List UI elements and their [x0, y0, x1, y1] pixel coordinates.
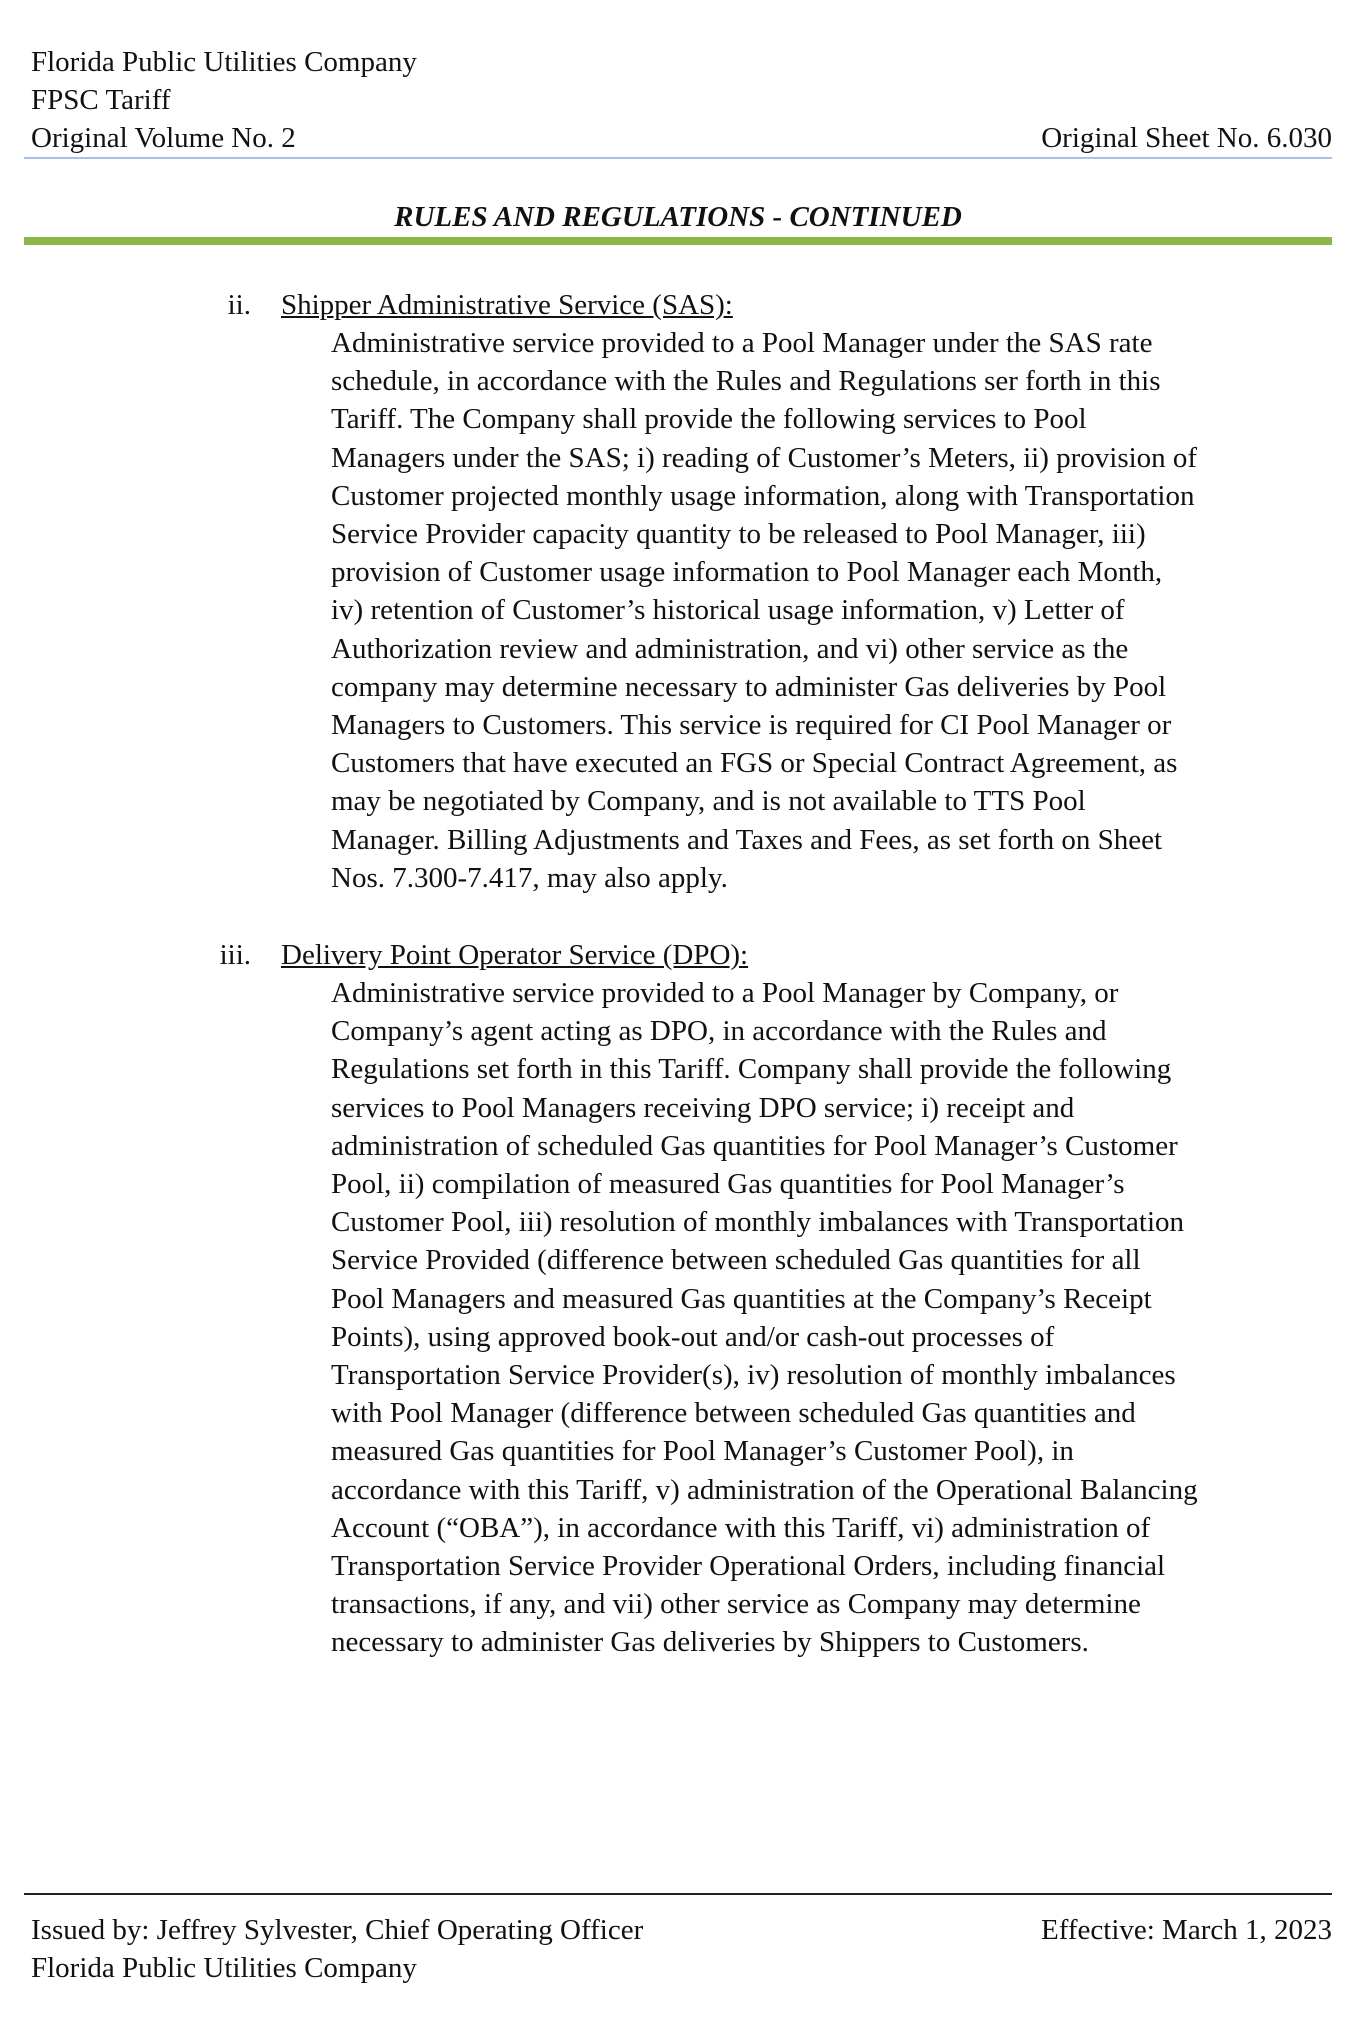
item-body-sas: Administrative service provided to a Pool Manager under the SAS rate schedule, in accordance with the Rules and Regulations ser forth in this Tariff. The Company shall provide the following services to Pool Managers under the SAS; i) reading of Customer’s Meters, ii) provision of Customer projected monthly usage information, along with Transportation Service Provider capacity quantity to be released to Pool Manager, iii) provision of Customer usage information to Pool Manager each Month, iv) retention of Customer’s historical usage information, v) Letter of Authorization review and administration, and vi) other service as the company may determine necessary to administer Gas deliveries by Pool Managers to Customers. This service is required for CI Pool Manager or Customers that have executed an FGS or Special Contract Agreement, as may be negotiated by Company, and is not available to TTS Pool Manager. Billing Adjustments and Taxes and Fees, as set forth on Sheet Nos. 7.300-7.417, may also apply.	[331, 327, 1198, 894]
header-divider	[24, 157, 1332, 159]
footer-issued-by: Issued by: Jeffrey Sylvester, Chief Operating Officer	[31, 1914, 644, 1946]
header-tariff: FPSC Tariff	[31, 84, 171, 116]
footer-company: Florida Public Utilities Company	[31, 1952, 417, 1984]
item-body-dpo: Administrative service provided to a Pool Manager by Company, or Company’s agent acting as DPO, in accordance with the Rules and Regulations set forth in this Tariff. Company shall provide the following services to Pool Managers receiving DPO service; i) receipt and administration of scheduled Gas quantities for Pool Manager’s Customer Pool, ii) compilation of measured Gas quantities for Pool Manager’s Customer Pool, iii) resolution of monthly imbalances with Transportation Service Provided (difference between scheduled Gas quantities for all Pool Managers and measured Gas quantities at the Company’s Receipt Points), using approved book-out and/or cash-out processes of Transportation Service Provider(s), iv) resolution of monthly imbalances with Pool Manager (difference between scheduled Gas quantities and measured Gas quantities for Pool Manager’s Customer Pool), in accordance with this Tariff, v) administration of the Operational Balancing Account (“OBA”), in accordance with this Tariff, vi) administration of Transportation Service Provider Operational Orders, including financial transactions, if any, and vii) other service as Company may determine necessary to administer Gas deliveries by Shippers to Customers.	[331, 977, 1198, 1659]
item-heading-dpo: Delivery Point Operator Service (DPO):	[281, 939, 749, 971]
header-sheet-number: Original Sheet No. 6.030	[1041, 122, 1332, 154]
footer-divider	[24, 1893, 1332, 1895]
item-number-ii: ii.	[227, 289, 251, 321]
section-title: RULES AND REGULATIONS - CONTINUED	[394, 201, 962, 233]
item-heading-sas: Shipper Administrative Service (SAS):	[281, 289, 733, 321]
section-divider	[24, 237, 1332, 245]
header-company: Florida Public Utilities Company	[31, 46, 417, 78]
header-volume: Original Volume No. 2	[31, 122, 296, 154]
item-number-iii: iii.	[219, 939, 251, 971]
footer-effective-date: Effective: March 1, 2023	[1041, 1914, 1332, 1946]
